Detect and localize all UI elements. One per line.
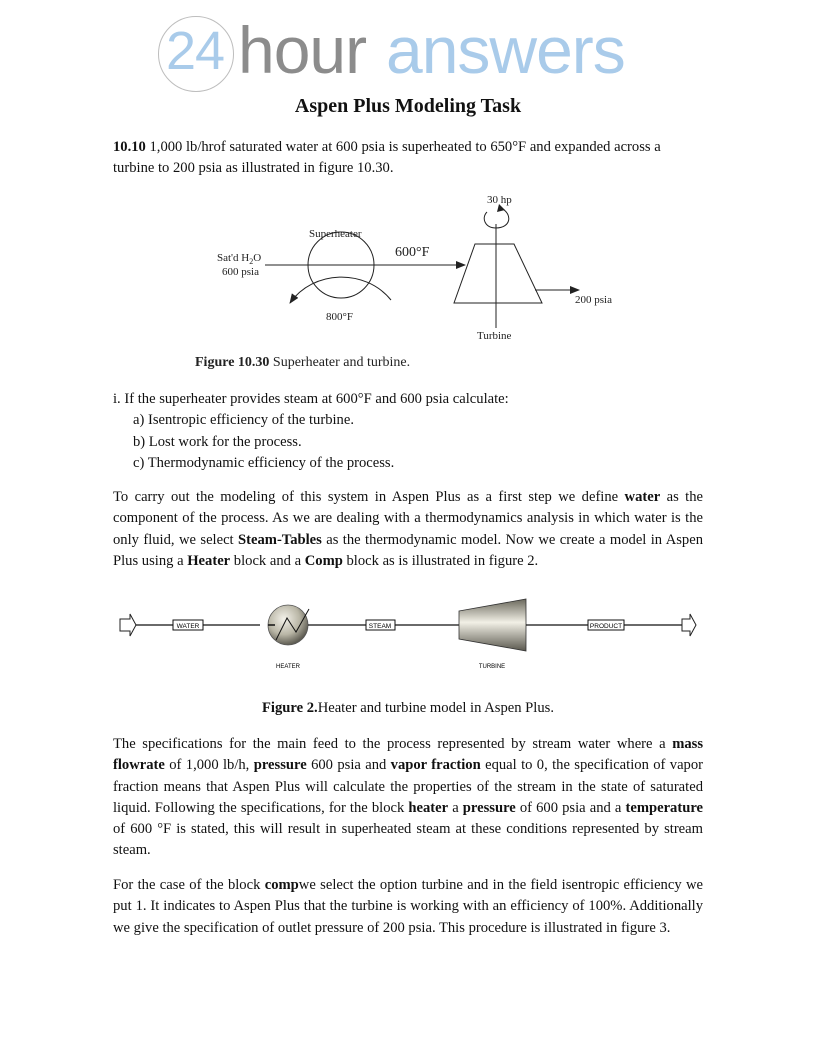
text: we select the option turbine and in the field isentropic efficiency we put 1. It indicates to Aspen Plus that the turbine is working with an efficiency of 100%. Additionally we give the specification of outlet pressure of 200 psia. This procedure is illustrated in figure 3. — [113, 877, 703, 936]
problem-number: 10.10 — [113, 139, 146, 155]
text: block as is illustrated in figure 2. — [342, 552, 539, 569]
bold-term: comp — [264, 877, 299, 893]
caption-bold: Figure 2. — [262, 700, 318, 716]
figure-10-30 — [195, 188, 625, 373]
question-intro: i. If the superheater provides steam at 600°F and 600 psia calculate: — [113, 391, 509, 407]
turbine-shape — [454, 244, 542, 303]
bold-term: mass flowrate — [113, 736, 703, 774]
inlet-pressure-label: 600 psia — [222, 266, 259, 278]
bold-term: pressure — [462, 799, 516, 816]
page-title: Aspen Plus Modeling Task — [294, 95, 522, 117]
text: of 1,000 lb/h, — [164, 757, 254, 774]
turbine-block — [459, 599, 526, 651]
text: a — [448, 799, 463, 816]
heating-temp-label: 800°F — [326, 311, 354, 323]
feed-arrow-icon — [120, 614, 136, 636]
logo-word-hour: hour — [238, 13, 367, 87]
bold-term: vapor fraction — [390, 757, 481, 774]
question-list — [113, 389, 509, 474]
paragraph-model-setup — [113, 487, 703, 572]
rotation-arrow-icon — [484, 208, 509, 228]
turbine-block-label: TURBINE — [478, 664, 506, 670]
water-stream-label: WATER — [176, 623, 200, 630]
text: as the component of the process. As we are dealing with a thermodynamics analysis in which water is the only fluid, we select — [113, 489, 703, 548]
inlet-label: Sat'd $H_2O$ — [217, 252, 262, 266]
bold-term: Steam-Tables — [238, 531, 322, 548]
power-label: 30 hp — [487, 194, 512, 206]
bold-term: water — [624, 489, 661, 505]
text: The specifications for the main feed to the process represented by stream water where a — [113, 736, 673, 752]
heating-arrow — [290, 277, 391, 303]
problem-statement — [113, 137, 703, 180]
steam-stream-label: STEAM — [368, 623, 392, 630]
bold-term: temperature — [625, 799, 704, 816]
paragraph-comp-block — [113, 875, 703, 939]
figure2-caption — [0, 700, 816, 717]
product-arrow-icon — [682, 614, 696, 636]
text: as the thermodynamic model. Now we create a model in Aspen Plus using a — [113, 531, 703, 569]
turbine-label: Turbine — [477, 330, 512, 342]
superheater-label: Superheater — [309, 228, 362, 240]
question-a: a) Isentropic efficiency of the turbine. — [133, 412, 354, 429]
bold-term: Heater — [187, 552, 231, 569]
heater-block-label: HEATER — [276, 664, 300, 670]
bold-term: pressure — [253, 757, 307, 774]
logo-word-answers: answers — [386, 13, 625, 87]
text: 600 psia and — [306, 757, 391, 774]
logo-number: 24 — [166, 21, 225, 81]
text: equal to 0, the specification of vapor fraction means that Aspen Plus will calculate the properties of the stream in the state of saturated liquid. Following the specifications, for the block — [113, 757, 703, 816]
steam-temp-label: 600°F — [395, 245, 430, 260]
outlet-pressure-label: 200 psia — [575, 294, 612, 306]
text: of 600 psia and a — [515, 799, 626, 816]
product-stream-label: PRODUCT — [589, 623, 623, 630]
paragraph-specifications — [113, 734, 703, 862]
figure1-caption: Figure 10.30 Superheater and turbine. — [195, 355, 411, 370]
problem-text: 1,000 lb/hrof saturated water at 600 psia is superheated to 650°F and expanded across a turbine to 200 psia as illustrated in figure 10.30. — [113, 139, 661, 177]
text: block and a — [230, 552, 305, 569]
text: of 600 °F is stated, this will result in superheated steam at these conditions represented by stream steam. — [113, 821, 703, 859]
text: For the case of the block — [113, 877, 265, 893]
figure-2-flowsheet — [110, 592, 710, 677]
question-c: c) Thermodynamic efficiency of the process. — [133, 454, 395, 471]
bold-term: heater — [408, 799, 449, 816]
logo — [158, 14, 628, 94]
caption-text: Heater and turbine model in Aspen Plus. — [317, 700, 554, 716]
question-b: b) Lost work for the process. — [133, 433, 302, 450]
text: To carry out the modeling of this system in Aspen Plus as a first step we define — [113, 489, 625, 505]
bold-term: Comp — [304, 552, 343, 569]
